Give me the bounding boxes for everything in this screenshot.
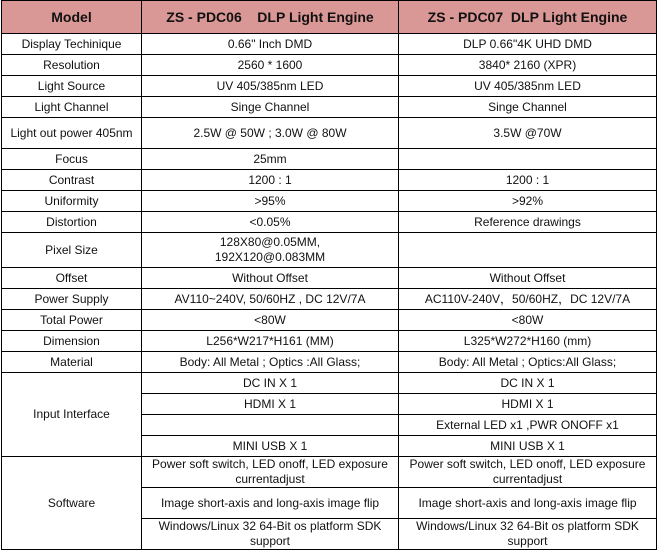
table-row bbox=[2, 457, 657, 488]
row-label: Offset bbox=[2, 268, 142, 289]
table-row bbox=[2, 268, 657, 289]
table-row bbox=[2, 170, 657, 191]
row-label: Material bbox=[2, 352, 142, 373]
table-row bbox=[2, 97, 657, 118]
pdc06-value bbox=[142, 233, 399, 268]
pdc07-value: Singe Channel bbox=[399, 97, 657, 118]
table-row bbox=[2, 76, 657, 97]
table-row bbox=[2, 55, 657, 76]
pdc06-value: 1200 : 1 bbox=[142, 170, 399, 191]
pdc07-value: Reference drawings bbox=[399, 212, 657, 233]
pdc06-value: <80W bbox=[142, 310, 399, 331]
table-row bbox=[2, 310, 657, 331]
row-label: Contrast bbox=[2, 170, 142, 191]
table-row bbox=[2, 331, 657, 352]
pdc07-value: DC IN X 1 bbox=[399, 373, 657, 394]
pdc06-value: 2.5W @ 50W ; 3.0W @ 80W bbox=[142, 118, 399, 149]
pdc06-value: MINI USB X 1 bbox=[142, 436, 399, 457]
pdc06-value: UV 405/385nm LED bbox=[142, 76, 399, 97]
pdc07-value: Without Offset bbox=[399, 268, 657, 289]
table-row bbox=[2, 289, 657, 310]
pdc07-value: L325*W272*H160 (mm) bbox=[399, 331, 657, 352]
table-row bbox=[2, 191, 657, 212]
pdc06-value: <0.05% bbox=[142, 212, 399, 233]
pdc07-value: <80W bbox=[399, 310, 657, 331]
pdc06-value: Body: All Metal ; Optics :All Glass; bbox=[142, 352, 399, 373]
pdc07-header: ZS - PDC07 DLP Light Engine bbox=[399, 1, 657, 34]
row-label: Distortion bbox=[2, 212, 142, 233]
row-label: Light Channel bbox=[2, 97, 142, 118]
table-row bbox=[2, 352, 657, 373]
pdc06-value: 0.66" Inch DMD bbox=[142, 34, 399, 55]
row-label: Light out power 405nm bbox=[2, 118, 142, 149]
row-label: Dimension bbox=[2, 331, 142, 352]
shared-value: 25mm bbox=[142, 149, 399, 170]
pdc06-value: 2560 * 1600 bbox=[142, 55, 399, 76]
pdc06-value: >95% bbox=[142, 191, 399, 212]
model-header: Model bbox=[2, 1, 142, 34]
pdc07-value: Power soft switch, LED onoff, LED exposure currentadjust bbox=[399, 457, 657, 488]
spec-table bbox=[1, 0, 657, 550]
table-row bbox=[2, 118, 657, 149]
pdc06-value: AV110~240V, 50/60HZ , DC 12V/7A bbox=[142, 289, 399, 310]
pdc06-header: ZS - PDC06 DLP Light Engine bbox=[142, 1, 399, 34]
pdc06-value: Power soft switch, LED onoff, LED exposure currentadjust bbox=[142, 457, 399, 488]
pdc06-value: DC IN X 1 bbox=[142, 373, 399, 394]
table-row bbox=[2, 149, 657, 170]
pdc07-value: 1200 : 1 bbox=[399, 170, 657, 191]
header-row bbox=[2, 1, 657, 34]
pdc07-value: External LED x1 ,PWR ONOFF x1 bbox=[399, 415, 657, 436]
pixel-size-line: 192X120@0.083MM bbox=[214, 250, 326, 264]
pdc07-value: AC110V-240V，50/60HZ，DC 12V/7A bbox=[399, 289, 657, 310]
pdc06-value bbox=[142, 415, 399, 436]
pdc07-value: Image short-axis and long-axis image flip bbox=[399, 488, 657, 519]
pdc06-value: Without Offset bbox=[142, 268, 399, 289]
pdc07-value: 3840* 2160 (XPR) bbox=[399, 55, 657, 76]
pdc07-value: >92% bbox=[399, 191, 657, 212]
pdc06-value: Singe Channel bbox=[142, 97, 399, 118]
pdc06-value: HDMI X 1 bbox=[142, 394, 399, 415]
table-row bbox=[2, 233, 657, 268]
pdc07-value bbox=[399, 149, 657, 170]
pdc07-value: Body: All Metal ; Optics:All Glass; bbox=[399, 352, 657, 373]
pixel-size-line: 128X80@0.05MM, bbox=[219, 235, 321, 249]
table-row bbox=[2, 373, 657, 394]
pdc07-value: HDMI X 1 bbox=[399, 394, 657, 415]
row-label: Pixel Size bbox=[2, 233, 142, 268]
table-row bbox=[2, 34, 657, 55]
pdc07-value: DLP 0.66"4K UHD DMD bbox=[399, 34, 657, 55]
row-label: Resolution bbox=[2, 55, 142, 76]
pdc06-value: Image short-axis and long-axis image flip bbox=[142, 488, 399, 519]
pdc07-value: Windows/Linux 32 64-Bit os platform SDK support bbox=[399, 519, 657, 550]
pdc06-value: Windows/Linux 32 64-Bit os platform SDK support bbox=[142, 519, 399, 550]
row-label: Software bbox=[2, 457, 142, 550]
row-label: Power Supply bbox=[2, 289, 142, 310]
table-row bbox=[2, 212, 657, 233]
row-label: Focus bbox=[2, 149, 142, 170]
row-label: Display Techinique bbox=[2, 34, 142, 55]
pdc07-value bbox=[399, 233, 657, 268]
pdc07-value: UV 405/385nm LED bbox=[399, 76, 657, 97]
row-label: Uniformity bbox=[2, 191, 142, 212]
row-label: Input Interface bbox=[2, 373, 142, 457]
row-label: Light Source bbox=[2, 76, 142, 97]
pdc06-value: L256*W217*H161 (MM) bbox=[142, 331, 399, 352]
pdc07-value: MINI USB X 1 bbox=[399, 436, 657, 457]
row-label: Total Power bbox=[2, 310, 142, 331]
pdc07-value: 3.5W @70W bbox=[399, 118, 657, 149]
